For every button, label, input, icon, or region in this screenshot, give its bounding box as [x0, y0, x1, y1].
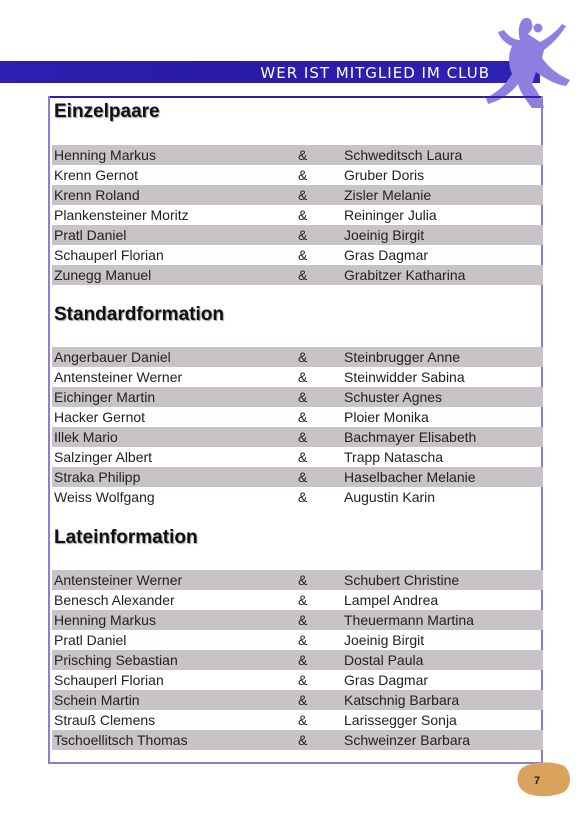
- partner-right-cell: Zisler Melanie: [344, 187, 432, 203]
- partner-left-cell: Prisching Sebastian: [54, 652, 178, 668]
- partner-right-cell: Schubert Christine: [344, 572, 460, 588]
- partner-left-cell: Schauperl Florian: [54, 672, 164, 688]
- ampersand-cell: &: [298, 592, 308, 608]
- ampersand-cell: &: [298, 369, 308, 385]
- ampersand-cell: &: [298, 712, 308, 728]
- partner-right-cell: Trapp Natascha: [344, 449, 444, 465]
- ampersand-cell: &: [298, 207, 308, 223]
- ampersand-cell: &: [298, 652, 308, 668]
- table-row: [52, 610, 543, 630]
- table-row: [52, 387, 543, 407]
- partner-left-cell: Angerbauer Daniel: [54, 349, 171, 365]
- partner-right-cell: Gras Dagmar: [344, 247, 429, 263]
- ampersand-cell: &: [298, 267, 308, 283]
- partner-right-cell: Theuermann Martina: [344, 612, 474, 628]
- section-title-standardformation: Standardformation: [54, 304, 224, 325]
- ampersand-cell: &: [298, 409, 308, 425]
- partner-right-cell: Ploier Monika: [344, 409, 429, 425]
- table-row: [52, 245, 543, 265]
- partner-right-cell: Bachmayer Elisabeth: [344, 429, 477, 445]
- ampersand-cell: &: [298, 489, 308, 505]
- table-row: [52, 367, 543, 387]
- table-einzelpaare: [52, 145, 543, 285]
- table-row: [52, 650, 543, 670]
- ampersand-cell: &: [298, 469, 308, 485]
- partner-right-cell: Reininger Julia: [344, 207, 437, 223]
- page-number-badge: [516, 760, 572, 798]
- partner-right-cell: Steinwidder Sabina: [344, 369, 465, 385]
- page-header-title: WER IST MITGLIED IM CLUB: [260, 64, 490, 82]
- ampersand-cell: &: [298, 247, 308, 263]
- section-title-einzelpaare: Einzelpaare: [54, 101, 160, 122]
- partner-right-cell: Schuster Agnes: [344, 389, 443, 405]
- table-row: [52, 347, 543, 367]
- ampersand-cell: &: [298, 349, 308, 365]
- partner-left-cell: Schein Martin: [54, 692, 140, 708]
- partner-left-cell: Straka Philipp: [54, 469, 141, 485]
- table-row: [52, 447, 543, 467]
- ampersand-cell: &: [298, 429, 308, 445]
- partner-left-cell: Tschoellitsch Thomas: [54, 732, 188, 748]
- partner-right-cell: Steinbrugger Anne: [344, 349, 460, 365]
- partner-left-cell: Eichinger Martin: [54, 389, 156, 405]
- partner-right-cell: Schweinzer Barbara: [344, 732, 471, 748]
- table-row: [52, 690, 543, 710]
- ampersand-cell: &: [298, 449, 308, 465]
- ampersand-cell: &: [298, 612, 308, 628]
- table-lateinformation: [52, 570, 543, 750]
- table-row: [52, 145, 543, 165]
- ampersand-cell: &: [298, 147, 308, 163]
- partner-right-cell: Gruber Doris: [344, 167, 425, 183]
- table-row: [52, 730, 543, 750]
- partner-left-cell: Antensteiner Werner: [54, 572, 183, 588]
- table-row: [52, 205, 543, 225]
- partner-left-cell: Illek Mario: [54, 429, 118, 445]
- ampersand-cell: &: [298, 572, 308, 588]
- partner-right-cell: Grabitzer Katharina: [344, 267, 466, 283]
- table-row: [52, 225, 543, 245]
- partner-right-cell: Joeinig Birgit: [344, 227, 425, 243]
- partner-left-cell: Zunegg Manuel: [54, 267, 152, 283]
- partner-left-cell: Plankensteiner Moritz: [54, 207, 189, 223]
- ampersand-cell: &: [298, 187, 308, 203]
- partner-right-cell: Gras Dagmar: [344, 672, 429, 688]
- section-title-lateinformation: Lateinformation: [54, 527, 198, 548]
- ampersand-cell: &: [298, 692, 308, 708]
- partner-right-cell: Haselbacher Melanie: [344, 469, 476, 485]
- partner-left-cell: Pratl Daniel: [54, 227, 127, 243]
- ampersand-cell: &: [298, 672, 308, 688]
- ampersand-cell: &: [298, 227, 308, 243]
- ampersand-cell: &: [298, 389, 308, 405]
- partner-left-cell: Pratl Daniel: [54, 632, 127, 648]
- partner-left-cell: Henning Markus: [54, 612, 156, 628]
- table-row: [52, 590, 543, 610]
- table-row: [52, 630, 543, 650]
- table-standardformation: [52, 347, 543, 507]
- partner-right-cell: Katschnig Barbara: [344, 692, 460, 708]
- ampersand-cell: &: [298, 632, 308, 648]
- partner-left-cell: Schauperl Florian: [54, 247, 164, 263]
- partner-right-cell: Augustin Karin: [344, 489, 436, 505]
- ampersand-cell: &: [298, 167, 308, 183]
- table-row: [52, 670, 543, 690]
- table-row: [52, 165, 543, 185]
- table-row: [52, 407, 543, 427]
- partner-left-cell: Weiss Wolfgang: [54, 489, 155, 505]
- partner-left-cell: Antensteiner Werner: [54, 369, 183, 385]
- partner-right-cell: Larissegger Sonja: [344, 712, 457, 728]
- partner-left-cell: Benesch Alexander: [54, 592, 175, 608]
- table-row: [52, 487, 543, 507]
- partner-left-cell: Krenn Gernot: [54, 167, 139, 183]
- table-row: [52, 185, 543, 205]
- partner-right-cell: Joeinig Birgit: [344, 632, 425, 648]
- ampersand-cell: &: [298, 732, 308, 748]
- partner-left-cell: Henning Markus: [54, 147, 156, 163]
- table-row: [52, 427, 543, 447]
- page-number: 7: [534, 775, 541, 787]
- table-row: [52, 467, 543, 487]
- partner-left-cell: Krenn Roland: [54, 187, 140, 203]
- table-row: [52, 570, 543, 590]
- partner-right-cell: Dostal Paula: [344, 652, 424, 668]
- partner-left-cell: Strauß Clemens: [54, 712, 156, 728]
- table-row: [52, 265, 543, 285]
- partner-right-cell: Schweditsch Laura: [344, 147, 463, 163]
- partner-right-cell: Lampel Andrea: [344, 592, 439, 608]
- table-row: [52, 710, 543, 730]
- partner-left-cell: Salzinger Albert: [54, 449, 153, 465]
- partner-left-cell: Hacker Gernot: [54, 409, 146, 425]
